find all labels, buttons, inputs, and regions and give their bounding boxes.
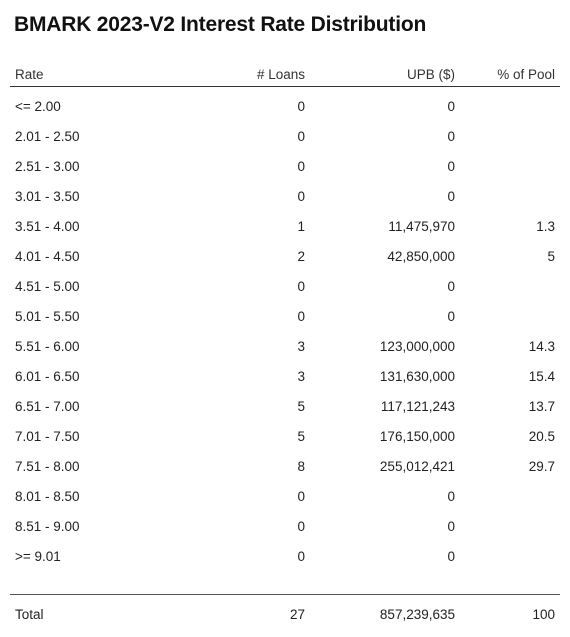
cell-upb: 0 [447,279,455,294]
table-row [10,92,560,122]
table-row [10,332,560,362]
cell-upb: 0 [447,519,455,534]
cell-loans: 0 [297,519,305,534]
cell-pct: 13.7 [528,399,555,414]
cell-rate: 3.51 - 4.00 [15,219,80,234]
cell-rate: 6.51 - 7.00 [15,399,80,414]
cell-loans: 5 [297,429,305,444]
cell-upb: 176,150,000 [379,429,455,444]
cell-loans: 8 [297,459,305,474]
total-loans: 27 [289,607,305,622]
column-header-loans: # Loans [256,67,305,82]
cell-rate: <= 2.00 [15,99,61,114]
cell-upb: 117,121,243 [380,399,455,414]
cell-pct: 5 [547,249,555,264]
rate-distribution-table [10,62,560,630]
cell-upb: 0 [447,99,455,114]
cell-pct: 29.7 [528,459,555,474]
cell-loans: 0 [297,159,305,174]
cell-rate: 4.01 - 4.50 [15,249,80,264]
table-row [10,242,560,272]
table-row [10,542,560,572]
total-upb: 857,239,635 [379,607,455,622]
cell-upb: 255,012,421 [379,459,455,474]
cell-upb: 0 [447,489,455,504]
cell-upb: 0 [447,549,455,564]
cell-loans: 0 [297,309,305,324]
table-row [10,122,560,152]
cell-rate: 6.01 - 6.50 [15,369,80,384]
cell-rate: 2.01 - 2.50 [15,129,80,144]
cell-upb: 131,630,000 [379,369,455,384]
table-row [10,362,560,392]
cell-rate: 7.51 - 8.00 [15,459,80,474]
column-header-upb: UPB ($) [406,67,455,82]
cell-pct: 20.5 [528,429,555,444]
cell-rate: >= 9.01 [15,549,61,564]
cell-pct: 14.3 [528,339,555,354]
table-row [10,272,560,302]
table-row [10,392,560,422]
cell-pct: 15.4 [528,369,555,384]
cell-pct: 1.3 [536,219,555,234]
cell-loans: 3 [297,339,305,354]
column-header-pct: % of Pool [497,67,555,82]
cell-rate: 3.01 - 3.50 [15,189,80,204]
page-title: BMARK 2023-V2 Interest Rate Distribution [14,13,427,36]
cell-loans: 2 [297,249,305,264]
total-label: Total [15,607,44,622]
cell-upb: 42,850,000 [387,249,455,264]
table-row [10,422,560,452]
table-row [10,212,560,242]
total-pct: 100 [532,607,555,622]
cell-rate: 2.51 - 3.00 [15,159,80,174]
cell-upb: 0 [447,189,455,204]
cell-loans: 3 [297,369,305,384]
total-row [10,600,560,630]
cell-upb: 0 [447,159,455,174]
cell-rate: 8.01 - 8.50 [15,489,80,504]
cell-rate: 4.51 - 5.00 [15,279,80,294]
cell-upb: 11,475,970 [388,219,455,234]
cell-loans: 0 [297,99,305,114]
cell-upb: 0 [447,129,455,144]
cell-rate: 8.51 - 9.00 [15,519,80,534]
cell-rate: 5.01 - 5.50 [15,309,80,324]
cell-loans: 0 [297,489,305,504]
column-header-rate: Rate [15,67,44,82]
table-body [10,87,560,572]
table-row [10,512,560,542]
table-header [10,62,560,87]
cell-loans: 0 [297,129,305,144]
table-row [10,302,560,332]
cell-upb: 123,000,000 [379,339,455,354]
cell-loans: 0 [297,279,305,294]
cell-loans: 5 [297,399,305,414]
cell-loans: 0 [297,549,305,564]
cell-loans: 0 [297,189,305,204]
total-divider [10,572,560,595]
cell-upb: 0 [447,309,455,324]
table-row [10,452,560,482]
table-row [10,482,560,512]
cell-rate: 5.51 - 6.00 [15,339,80,354]
table-row [10,182,560,212]
cell-loans: 1 [297,219,305,234]
cell-rate: 7.01 - 7.50 [15,429,80,444]
table-row [10,152,560,182]
